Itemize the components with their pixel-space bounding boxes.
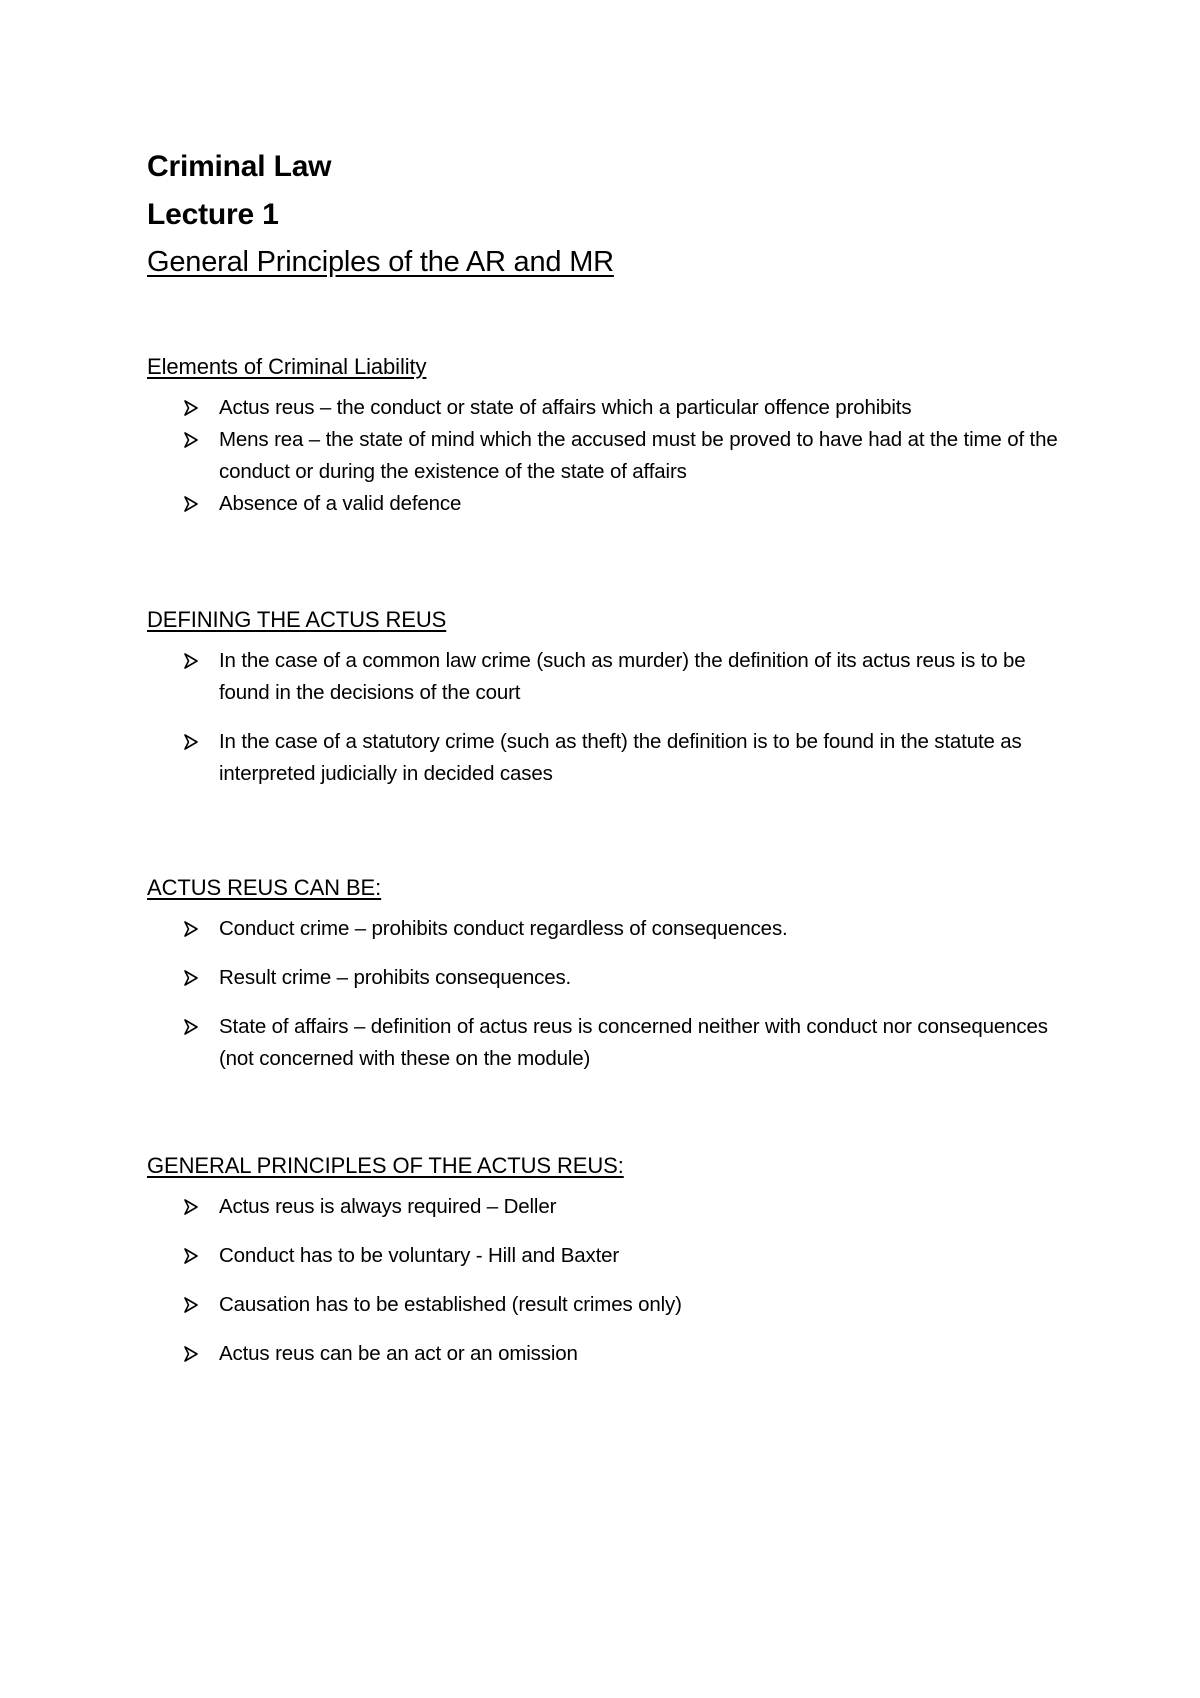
list-item-text: Mens rea – the state of mind which the accused must be proved to have had at the time of the conduct or during the existence of the state of affairs [219, 428, 1058, 483]
list-item [147, 1289, 1077, 1321]
list-item-text: Actus reus can be an act or an omission [219, 1342, 578, 1365]
list-item [147, 1240, 1077, 1272]
list-item [147, 913, 1077, 945]
arrow-bullet-icon [183, 1289, 205, 1321]
arrow-bullet-icon [183, 1240, 205, 1272]
list-item [147, 645, 1077, 709]
list-item [147, 1338, 1077, 1370]
section-defining-actus-reus [147, 605, 1077, 807]
bullet-list [147, 913, 1077, 1075]
list-item-text: Result crime – prohibits consequences. [219, 966, 572, 989]
section-elements-of-liability [147, 352, 1077, 520]
list-item-text: Actus reus – the conduct or state of affairs which a particular offence prohibits [219, 396, 912, 419]
list-item [147, 424, 1077, 488]
list-item-text: In the case of a statutory crime (such as theft) the definition is to be found in the statute as interpreted judicially in decided cases [219, 730, 1022, 785]
arrow-bullet-icon [183, 913, 205, 945]
list-item-text: Conduct has to be voluntary - Hill and Baxter [219, 1244, 620, 1267]
list-item-text: Absence of a valid defence [219, 492, 462, 515]
arrow-bullet-icon [183, 1338, 205, 1370]
bullet-list [147, 392, 1077, 520]
section-heading: ACTUS REUS CAN BE: [147, 875, 382, 900]
arrow-bullet-icon [183, 1191, 205, 1223]
section-heading: GENERAL PRINCIPLES OF THE ACTUS REUS: [147, 1153, 624, 1178]
list-item-text: Conduct crime – prohibits conduct regardless of consequences. [219, 917, 788, 940]
arrow-bullet-icon [183, 726, 205, 758]
list-item [147, 726, 1077, 790]
list-item-text: In the case of a common law crime (such as murder) the definition of its actus reus is to be found in the decisions of the court [219, 649, 1026, 704]
document-title: Criminal Law [147, 150, 332, 183]
bullet-list [147, 645, 1077, 790]
list-item [147, 1011, 1077, 1075]
section-heading: DEFINING THE ACTUS REUS [147, 607, 447, 632]
arrow-bullet-icon [183, 1011, 205, 1043]
arrow-bullet-icon [183, 488, 205, 520]
arrow-bullet-icon [183, 645, 205, 677]
document-subtitle: General Principles of the AR and MR [147, 246, 614, 278]
section-heading: Elements of Criminal Liability [147, 354, 427, 379]
arrow-bullet-icon [183, 424, 205, 456]
section-actus-reus-can-be [147, 873, 1077, 1092]
list-item [147, 488, 1077, 520]
list-item [147, 1191, 1077, 1223]
list-item-text: Actus reus is always required – Deller [219, 1195, 557, 1218]
list-item [147, 392, 1077, 424]
list-item-text: State of affairs – definition of actus reus is concerned neither with conduct nor consequences (not concerned with these on the module) [219, 1015, 1048, 1070]
section-general-principles [147, 1151, 1077, 1387]
document-header [147, 143, 1077, 285]
lecture-label: Lecture 1 [147, 198, 279, 231]
arrow-bullet-icon [183, 392, 205, 424]
list-item [147, 962, 1077, 994]
list-item-text: Causation has to be established (result crimes only) [219, 1293, 682, 1316]
arrow-bullet-icon [183, 962, 205, 994]
bullet-list [147, 1191, 1077, 1370]
